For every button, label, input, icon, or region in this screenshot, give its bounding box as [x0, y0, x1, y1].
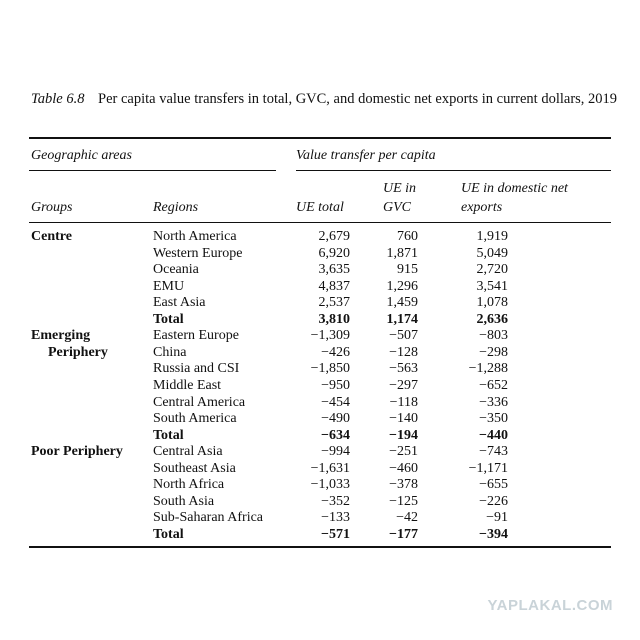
table-row — [0, 312, 640, 329]
ue-domestic-cell: −803 — [479, 328, 508, 344]
ue-gvc-cell: 915 — [397, 262, 418, 278]
region-cell: Sub-Saharan Africa — [153, 510, 264, 526]
ue-total-cell: −490 — [321, 411, 350, 427]
header-value-transfer: Value transfer per capita — [296, 148, 436, 163]
ue-total-cell: −1,850 — [310, 361, 350, 377]
ue-total-cell: −1,309 — [310, 328, 350, 344]
header-rule-geographic — [29, 170, 276, 171]
region-cell: Middle East — [153, 377, 222, 393]
ue-total-cell: 3,810 — [318, 311, 350, 327]
region-cell: Central Asia — [153, 444, 223, 460]
table-row — [0, 527, 640, 544]
ue-gvc-cell: 1,174 — [386, 311, 418, 327]
table-row — [0, 328, 640, 345]
header-groups: Groups — [31, 200, 73, 215]
header-geographic-areas: Geographic areas — [31, 148, 132, 163]
region-cell: East Asia — [153, 295, 206, 311]
region-cell: Western Europe — [153, 245, 243, 261]
table-row — [0, 477, 640, 494]
table-caption — [31, 90, 618, 108]
ue-total-cell: 2,537 — [318, 295, 350, 311]
header-ue-total: UE total — [296, 200, 344, 215]
ue-total-cell: 4,837 — [318, 278, 350, 294]
ue-domestic-cell: 2,636 — [476, 311, 508, 327]
header-regions: Regions — [153, 200, 199, 215]
ue-gvc-cell: 760 — [397, 229, 418, 244]
ue-total-cell: −634 — [321, 427, 350, 443]
ue-gvc-cell: −460 — [389, 460, 418, 476]
ue-gvc-cell: 1,296 — [386, 278, 418, 294]
table-row — [0, 345, 640, 362]
ue-gvc-cell: −42 — [396, 510, 418, 526]
ue-gvc-cell: −140 — [389, 411, 418, 427]
ue-gvc-cell: −507 — [389, 328, 418, 344]
ue-domestic-cell: −394 — [479, 526, 508, 542]
ue-domestic-cell: −743 — [479, 444, 508, 460]
watermark: YAPLAKAL.COM — [487, 597, 613, 614]
ue-domestic-cell: −655 — [479, 477, 508, 493]
region-cell: North Africa — [153, 477, 225, 493]
ue-gvc-cell: −563 — [389, 361, 418, 377]
ue-gvc-cell: −128 — [389, 344, 418, 360]
ue-total-cell: −950 — [321, 377, 350, 393]
region-cell: Southeast Asia — [153, 460, 236, 476]
ue-gvc-cell: −378 — [389, 477, 418, 493]
region-cell: Total — [153, 526, 184, 542]
table-row — [0, 295, 640, 312]
group-cell: Periphery — [48, 344, 108, 360]
header-ue-in-gvc-line1: UE in — [383, 181, 417, 196]
ue-total-cell: −454 — [321, 394, 350, 410]
group-cell: Centre — [31, 229, 72, 244]
table-row — [0, 262, 640, 279]
region-cell: North America — [153, 229, 237, 244]
ue-domestic-cell: −440 — [479, 427, 508, 443]
table-row — [0, 279, 640, 296]
region-cell: South Asia — [153, 493, 215, 509]
region-cell: South America — [153, 411, 237, 427]
header-rule-value-transfer — [296, 170, 611, 171]
ue-domestic-cell: −91 — [486, 510, 508, 526]
table-top-rule — [29, 137, 611, 139]
table-row — [0, 246, 640, 263]
ue-domestic-cell: 1,919 — [476, 229, 508, 244]
region-cell: Total — [153, 427, 184, 443]
ue-gvc-cell: −125 — [389, 493, 418, 509]
ue-gvc-cell: 1,459 — [386, 295, 418, 311]
ue-domestic-cell: 3,541 — [476, 278, 508, 294]
table-row — [0, 395, 640, 412]
region-cell: Total — [153, 311, 184, 327]
region-cell: Oceania — [153, 262, 199, 278]
table-bottom-rule — [29, 546, 611, 548]
region-cell: Central America — [153, 394, 246, 410]
ue-gvc-cell: −118 — [389, 394, 418, 410]
region-cell: Russia and CSI — [153, 361, 240, 377]
ue-domestic-cell: −226 — [479, 493, 508, 509]
table-row — [0, 444, 640, 461]
header-ue-in-gvc-line2: GVC — [383, 200, 411, 215]
ue-total-cell: −426 — [321, 344, 350, 360]
ue-domestic-cell: −350 — [479, 411, 508, 427]
ue-total-cell: −1,631 — [310, 460, 350, 476]
ue-domestic-cell: 5,049 — [476, 245, 508, 261]
group-cell: Poor Periphery — [31, 444, 123, 460]
ue-domestic-cell: −298 — [479, 344, 508, 360]
group-cell: Emerging — [31, 328, 91, 344]
table-row — [0, 378, 640, 395]
ue-gvc-cell: −297 — [389, 377, 418, 393]
header-bottom-rule — [29, 222, 611, 223]
ue-total-cell: 6,920 — [318, 245, 350, 261]
table-row — [0, 411, 640, 428]
region-cell: Eastern Europe — [153, 328, 239, 344]
table-row — [0, 494, 640, 511]
ue-gvc-cell: −194 — [389, 427, 418, 443]
header-ue-domestic-line1: UE in domestic net — [461, 181, 568, 196]
ue-domestic-cell: 1,078 — [476, 295, 508, 311]
ue-domestic-cell: −652 — [479, 377, 508, 393]
ue-total-cell: −133 — [321, 510, 350, 526]
ue-domestic-cell: −1,171 — [468, 460, 508, 476]
ue-total-cell: 3,635 — [318, 262, 350, 278]
table-title: Per capita value transfers in total, GVC, and domestic net exports in current dollars, 2019 — [98, 91, 618, 107]
table-row — [0, 510, 640, 527]
ue-domestic-cell: −336 — [479, 394, 508, 410]
region-cell: China — [153, 344, 187, 360]
ue-gvc-cell: −177 — [389, 526, 418, 542]
ue-total-cell: −352 — [321, 493, 350, 509]
table-row — [0, 229, 640, 246]
ue-gvc-cell: 1,871 — [386, 245, 418, 261]
ue-domestic-cell: −1,288 — [468, 361, 508, 377]
ue-gvc-cell: −251 — [389, 444, 418, 460]
ue-total-cell: 2,679 — [318, 229, 350, 244]
region-cell: EMU — [153, 278, 185, 294]
table-row — [0, 428, 640, 445]
ue-total-cell: −571 — [321, 526, 350, 542]
ue-domestic-cell: 2,720 — [476, 262, 508, 278]
table-row — [0, 361, 640, 378]
ue-total-cell: −1,033 — [310, 477, 350, 493]
ue-total-cell: −994 — [321, 444, 350, 460]
header-ue-domestic-line2: exports — [461, 200, 503, 215]
table-number: Table 6.8 — [31, 91, 85, 107]
table-row — [0, 461, 640, 478]
